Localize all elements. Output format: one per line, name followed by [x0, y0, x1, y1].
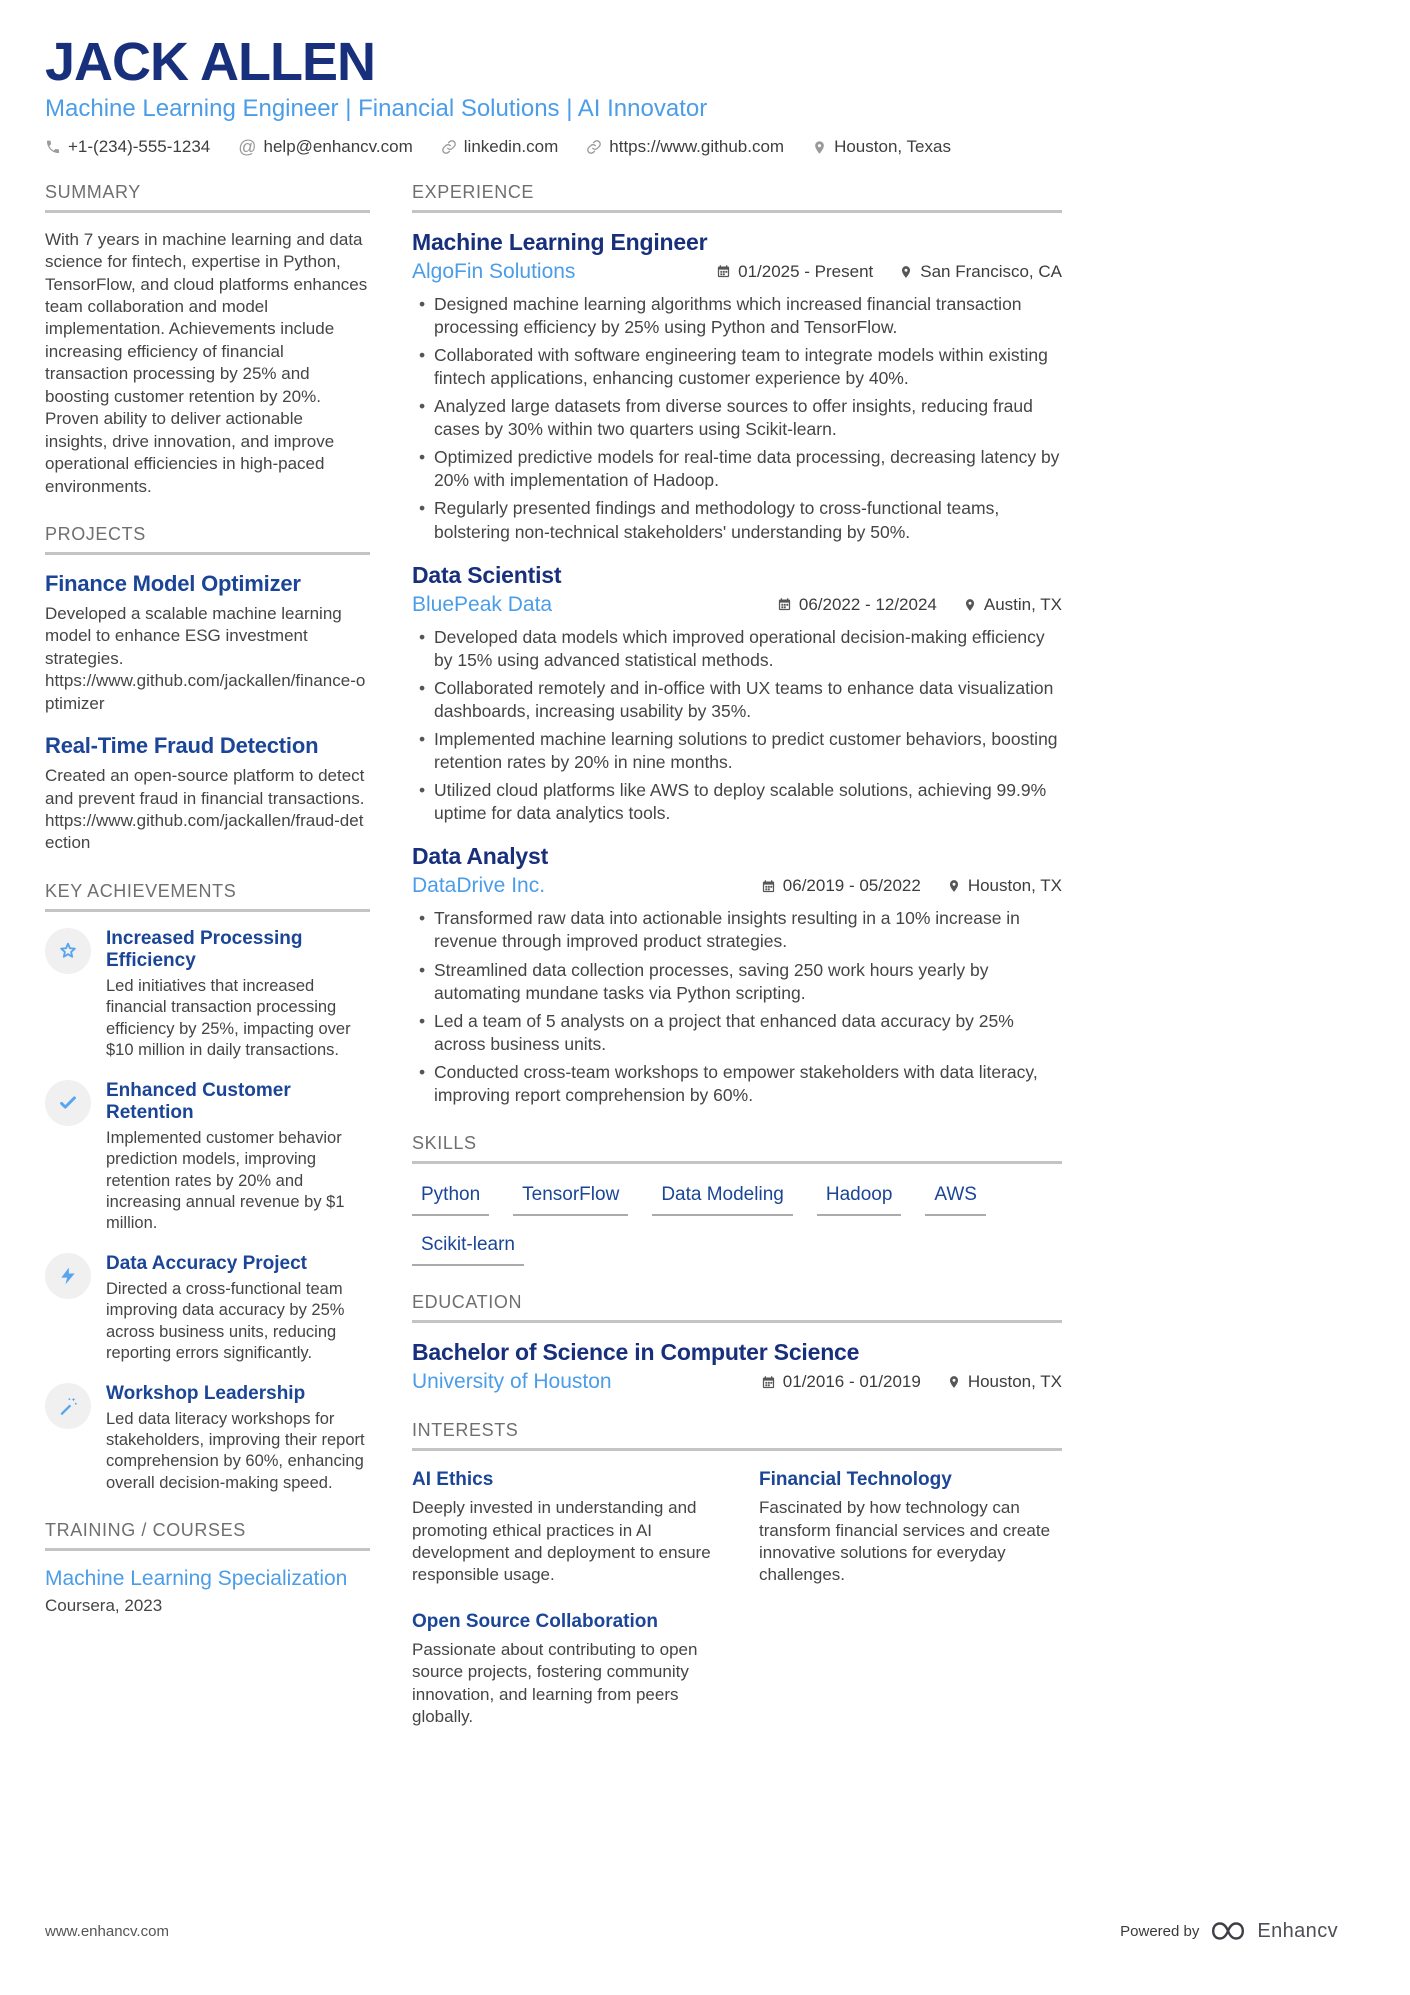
experience-section — [412, 182, 1062, 1107]
interest-title: Financial Technology — [759, 1469, 952, 1491]
linkedin-link[interactable] — [441, 137, 559, 157]
checkmark-icon — [45, 1080, 91, 1126]
email-text: help@enhancv.com — [263, 137, 413, 157]
bullet: • Utilized cloud platforms like AWS to deploy scalable solutions, achieving 99.9% uptime for data analytics tools. — [412, 779, 1062, 825]
location-text: Austin, TX — [983, 594, 1062, 614]
project-url[interactable]: https://www.github.com/jackallen/fraud-detection — [45, 811, 364, 853]
bullet: • Led a team of 5 analysts on a project that enhanced data accuracy by 25% across business units. — [412, 1010, 1062, 1056]
skill-scikit-learn: Scikit-learn — [412, 1234, 524, 1266]
education-meta — [412, 1370, 1062, 1394]
phone-number — [45, 137, 210, 157]
left-column — [45, 182, 370, 1755]
location-text: Houston, TX — [967, 1372, 1062, 1392]
achievement-description: Led initiatives that increased financial transaction processing efficiency by 25%, impacting over $10 million in daily transactions. — [106, 976, 351, 1060]
bullet: • Collaborated remotely and in-office with UX teams to enhance data visualization dashboards, increasing usability by 35%. — [412, 677, 1062, 723]
enhancv-logo-icon — [1210, 1919, 1246, 1943]
candidate-headline: Machine Learning Engineer | Financial Solutions | AI Innovator — [45, 94, 708, 122]
job-title: Data Analyst — [412, 843, 549, 870]
summary-text: With 7 years in machine learning and data science for fintech, expertise in Python, TensorFlow, and cloud platforms enhances team collaboration and model implementation. Achievements include increasing efficiency of financial transaction processing by 25% and boosting customer retention by 20%. Proven ability to deliver actionable insights, drive innovation, and improve operational efficiencies in high-paced environments. — [45, 229, 368, 496]
lightning-icon — [45, 1253, 91, 1299]
contact-row — [45, 137, 1365, 158]
enhancv-brand: Enhancv — [1257, 1919, 1338, 1942]
bullet: • Optimized predictive models for real-time data processing, decreasing latency by 20% with implementation of Hadoop. — [412, 446, 1062, 492]
interests-grid — [412, 1467, 1062, 1729]
project-entry — [45, 733, 370, 855]
interests-section — [412, 1420, 1062, 1729]
company-name: DataDrive Inc. — [412, 874, 546, 898]
company-name: AlgoFin Solutions — [412, 259, 576, 283]
calendar-icon — [761, 879, 776, 894]
company-name: BluePeak Data — [412, 592, 553, 616]
job-meta — [412, 593, 1062, 617]
achievement-item — [45, 928, 370, 1062]
project-description: Developed a scalable machine learning model to enhance ESG investment strategies. — [45, 603, 342, 668]
projects-heading: PROJECTS — [45, 524, 370, 555]
bullet: • Analyzed large datasets from diverse sources to offer insights, reducing fraud cases by 30% within two quarters using Scikit-learn. — [412, 395, 1062, 441]
achievement-title: Data Accuracy Project — [106, 1252, 308, 1274]
footer-site-link[interactable]: www.enhancv.com — [45, 1922, 169, 1940]
experience-heading: EXPERIENCE — [412, 182, 1062, 213]
location-pin-icon — [963, 598, 977, 612]
job-location — [899, 262, 1062, 282]
achievement-item — [45, 1383, 370, 1495]
project-url[interactable]: https://www.github.com/jackallen/finance-optimizer — [45, 671, 366, 713]
location-text: Houston, TX — [967, 876, 1062, 896]
achievement-title: Enhanced Customer Retention — [106, 1079, 291, 1123]
education-section — [412, 1292, 1062, 1394]
phone-text: +1-(234)-555-1234 — [68, 137, 211, 157]
bullet: • Developed data models which improved operational decision-making efficiency by 15% using advanced statistical methods. — [412, 626, 1062, 672]
interests-heading: INTERESTS — [412, 1420, 1062, 1451]
skills-list — [412, 1180, 1062, 1266]
degree-title: Bachelor of Science in Computer Science — [412, 1339, 860, 1366]
achievement-title: Increased Processing Efficiency — [106, 927, 303, 971]
project-title: Real-Time Fraud Detection — [45, 733, 319, 759]
location-text: San Francisco, CA — [920, 261, 1062, 281]
wand-icon — [45, 1383, 91, 1429]
skill-python: Python — [412, 1184, 489, 1216]
project-title: Finance Model Optimizer — [45, 570, 301, 596]
resume-header — [45, 34, 1365, 158]
link-icon — [586, 139, 602, 155]
course-entry — [45, 1567, 370, 1616]
achievement-item — [45, 1080, 370, 1235]
date-range — [761, 876, 921, 896]
bullet: • Collaborated with software engineering team to integrate models within existing fintech applications, enhancing customer experience by 40%. — [412, 344, 1062, 390]
location-text: Houston, Texas — [834, 137, 951, 157]
key-achievements-section — [45, 881, 370, 1494]
github-link[interactable] — [586, 137, 784, 157]
date-text: 06/2019 - 05/2022 — [782, 876, 921, 896]
summary-section — [45, 182, 370, 498]
phone-icon — [45, 139, 61, 155]
job-title: Data Scientist — [412, 561, 562, 588]
experience-entry — [412, 229, 1062, 544]
interest-title: Open Source Collaboration — [412, 1610, 658, 1632]
date-range — [716, 262, 873, 282]
powered-by-label: Powered by — [1120, 1922, 1200, 1940]
achievement-item — [45, 1253, 370, 1365]
interest-description: Passionate about contributing to open source projects, fostering community innovation, and learning from peers globally. — [412, 1639, 698, 1727]
email-link[interactable] — [238, 137, 413, 158]
job-bullets — [412, 907, 1062, 1107]
skills-section — [412, 1133, 1062, 1266]
star-icon — [45, 928, 91, 974]
education-entry — [412, 1339, 1062, 1394]
school-name: University of Houston — [412, 1370, 612, 1394]
job-meta — [412, 260, 1062, 284]
bullet: • Regularly presented findings and methodology to cross-functional teams, bolstering non-technical stakeholders' understanding by 50%. — [412, 497, 1062, 543]
summary-heading: SUMMARY — [45, 182, 370, 213]
job-location — [963, 595, 1062, 615]
skills-heading: SKILLS — [412, 1133, 1062, 1164]
interest-description: Deeply invested in understanding and promoting ethical practices in AI development and deployment to ensure responsible usage. — [412, 1498, 711, 1585]
at-icon: @ — [238, 136, 257, 157]
skill-data-modeling: Data Modeling — [652, 1184, 793, 1216]
location-pin-icon — [812, 140, 827, 155]
job-title: Machine Learning Engineer — [412, 228, 708, 255]
job-bullets — [412, 293, 1062, 544]
school-location — [947, 1372, 1062, 1392]
link-icon — [441, 139, 457, 155]
location-pin-icon — [947, 879, 961, 893]
date-text: 06/2022 - 12/2024 — [798, 594, 937, 614]
powered-by — [1120, 1919, 1338, 1943]
training-heading: TRAINING / COURSES — [45, 1520, 370, 1551]
project-description: Created an open-source platform to detect and prevent fraud in financial transactions. — [45, 766, 365, 808]
bullet: • Transformed raw data into actionable insights resulting in a 10% increase in revenue through improved product strategies. — [412, 907, 1062, 953]
bullet: • Streamlined data collection processes, saving 250 work hours yearly by automating mundane tasks via Python scripting. — [412, 959, 1062, 1005]
projects-section — [45, 524, 370, 855]
date-text: 01/2025 - Present — [738, 261, 874, 281]
achievement-description: Directed a cross-functional team improving data accuracy by 25% across business units, reducing reporting errors significantly. — [106, 1279, 345, 1363]
achievement-description: Led data literacy workshops for stakeholders, improving their report comprehension by 60%, enhancing overall decision-making speed. — [106, 1409, 365, 1492]
achievement-title: Workshop Leadership — [106, 1382, 306, 1404]
achievement-description: Implemented customer behavior prediction models, improving retention rates by 20% and increasing annual revenue by $1 million. — [106, 1128, 345, 1233]
skill-aws: AWS — [925, 1184, 986, 1216]
candidate-name: JACK ALLEN — [45, 32, 376, 92]
interest-title: AI Ethics — [412, 1469, 494, 1491]
course-title: Machine Learning Specialization — [45, 1567, 348, 1591]
experience-entry — [412, 562, 1062, 826]
bullet: • Designed machine learning algorithms which increased financial transaction processing efficiency by 25% using Python and TensorFlow. — [412, 293, 1062, 339]
education-heading: EDUCATION — [412, 1292, 1062, 1323]
date-text: 01/2016 - 01/2019 — [782, 1372, 921, 1392]
right-column — [412, 182, 1062, 1755]
calendar-icon — [761, 1375, 776, 1390]
course-provider: Coursera, 2023 — [45, 1596, 163, 1616]
interest-entry — [412, 1611, 715, 1729]
skill-hadoop: Hadoop — [817, 1184, 902, 1216]
interest-description: Fascinated by how technology can transform financial services and create innovative solutions for everyday challenges. — [759, 1498, 1051, 1585]
location-pin-icon — [899, 265, 913, 279]
skill-tensorflow: TensorFlow — [513, 1184, 628, 1216]
job-bullets — [412, 626, 1062, 826]
job-location — [947, 876, 1062, 896]
calendar-icon — [777, 597, 792, 612]
bullet: • Implemented machine learning solutions to predict customer behaviors, boosting retention rates by 20% in nine months. — [412, 728, 1062, 774]
bullet: • Conducted cross-team workshops to empower stakeholders with data literacy, improving report comprehension by 60%. — [412, 1061, 1062, 1107]
training-section — [45, 1520, 370, 1616]
job-meta — [412, 874, 1062, 898]
github-text: https://www.github.com — [609, 137, 785, 157]
location-pin-icon — [947, 1375, 961, 1389]
date-range — [777, 595, 937, 615]
project-entry — [45, 571, 370, 715]
page-footer — [45, 1919, 1338, 1943]
interest-entry — [759, 1469, 1062, 1587]
experience-entry — [412, 843, 1062, 1107]
achievements-heading: KEY ACHIEVEMENTS — [45, 881, 370, 912]
linkedin-text: linkedin.com — [463, 137, 559, 157]
date-range — [761, 1372, 921, 1392]
calendar-icon — [716, 264, 731, 279]
location — [812, 137, 951, 157]
interest-entry — [412, 1469, 715, 1587]
